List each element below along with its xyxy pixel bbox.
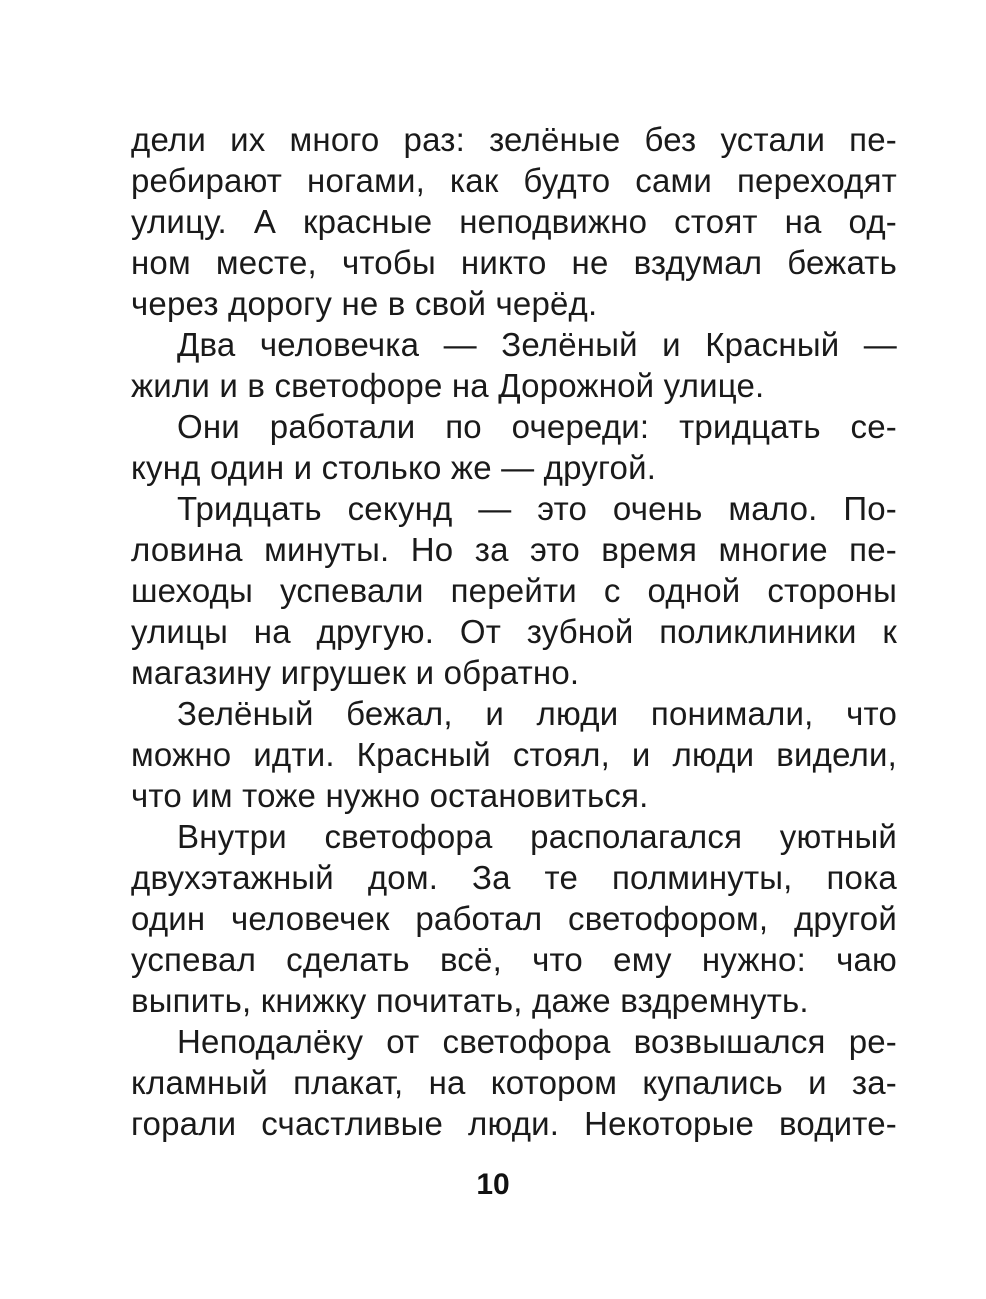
text-line: ном месте, чтобы никто не вздумал бежать [131,244,897,281]
text-line: что им тоже нужно остановиться. [131,777,649,814]
text-line: двухэтажный дом. За те полминуты, пока [131,859,897,896]
text-line: Зелёный бежал, и люди понимали, что [177,695,897,732]
text-line: Неподалёку от светофора возвышался ре- [177,1023,897,1060]
text-line: ребирают ногами, как будто сами переходят [131,162,897,199]
text-line: один человечек работал светофором, другой [131,900,897,937]
text-line: через дорогу не в свой черёд. [131,285,598,322]
text-line: ловина минуты. Но за это время многие пе- [131,531,897,568]
text-line: кламный плакат, на котором купались и за- [131,1064,897,1101]
text-line: Два человечка — Зелёный и Красный — [177,326,897,363]
text-line: магазину игрушек и обратно. [131,654,580,691]
text-line: горали счастливые люди. Некоторые водите- [131,1105,897,1142]
text-line: улицу. А красные неподвижно стоят на од- [131,203,897,240]
body-text [131,119,897,1144]
text-line: Они работали по очереди: тридцать се- [177,408,897,445]
text-line: дели их много раз: зелёные без устали пе- [131,121,897,158]
text-line: шеходы успевали перейти с одной стороны [131,572,897,609]
text-line: Внутри светофора располагался уютный [177,818,897,855]
text-line: успевал сделать всё, что ему нужно: чаю [131,941,897,978]
text-line: Тридцать секунд — это очень мало. По- [177,490,897,527]
text-line: выпить, книжку почитать, даже вздремнуть. [131,982,809,1019]
page-number: 10 [476,1168,510,1201]
text-line: кунд один и столько же — другой. [131,449,657,486]
text-line: улицы на другую. От зубной поликлиники к [131,613,897,650]
text-line: можно идти. Красный стоял, и люди видели, [131,736,897,773]
text-line: жили и в светофоре на Дорожной улице. [131,367,765,404]
